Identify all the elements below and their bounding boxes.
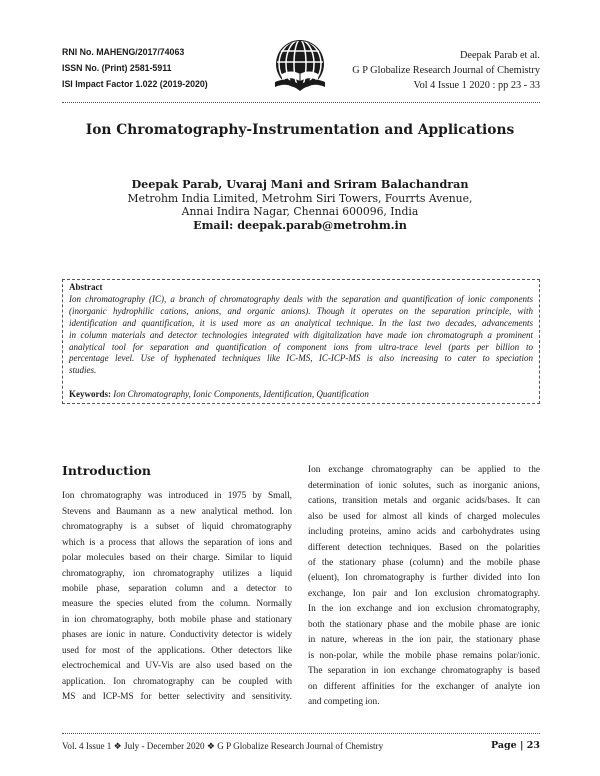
body-text-line-text: polar molecules based on their charge. Similar to liquid: [62, 553, 292, 564]
body-text-line-text: is non-polar, while the mobile phase remains polar/ionic.: [308, 650, 540, 661]
body-text-line-text: both the stationary phase and the mobile phase are ionic: [308, 619, 540, 630]
abstract-line-text: analytical tool for separation and quantification of component ions from ultra-trace level (parts per billion to: [69, 341, 533, 352]
right-column: [308, 463, 540, 710]
volume-issue-pages: Vol 4 Issue 1 2020 : pp 23 - 33: [413, 79, 540, 91]
keywords: [69, 389, 533, 401]
body-text-line-text: In the ion exchange and ion exclusion chromatography,: [308, 604, 540, 615]
body-text-line: [308, 633, 540, 648]
body-text-line: [308, 571, 540, 586]
paper-title: Ion Chromatography-Instrumentation and Applications: [85, 122, 515, 138]
abstract-heading: Abstract: [69, 282, 103, 292]
body-text-line: [62, 536, 292, 551]
body-text-line-text: chromatography is a subset of liquid chromatography: [62, 522, 292, 533]
body-text-line-text: used for most of the applications. Other detectors like: [62, 645, 292, 656]
body-text-line-text: Ion chromatography was introduced in 1975 by Small,: [62, 491, 292, 502]
body-text-line: [62, 567, 292, 582]
abstract-line-text: identification and quantification, it is used more as an analytical technique. In the last two decades, advancements: [69, 317, 533, 328]
section-heading-introduction: Introduction: [62, 463, 152, 478]
author-block: [0, 178, 600, 233]
body-text-line-text: including proteins, amino acids and carbohydrates using: [308, 527, 540, 538]
body-text-line: [62, 613, 292, 628]
header-left: [62, 44, 208, 92]
body-text-line: [308, 510, 540, 525]
body-text-line-text: on different affinities for the exchanger of analyte ion: [308, 681, 540, 692]
journal-logo-icon: [270, 38, 330, 96]
body-text-line-text: Stevens and Baumann as a new analytical method. Ion: [62, 506, 292, 517]
body-text-line: [308, 541, 540, 556]
body-text-line: [62, 520, 292, 535]
left-column: [62, 489, 292, 705]
abstract-line: [69, 306, 533, 318]
footer-divider: [62, 733, 540, 734]
body-text-line-text: phases are ionic in nature. Conductivity detector is widely: [62, 630, 292, 641]
body-text-line-text: and competing ion.: [308, 697, 380, 708]
affiliation-line: Annai Indira Nagar, Chennai 600096, India: [181, 205, 419, 219]
body-text-line: [62, 489, 292, 504]
body-text-line: [62, 582, 292, 597]
body-text-line-text: exchange, Ion pair and Ion exclusion chromatography.: [308, 588, 540, 599]
body-text-line: [62, 659, 292, 674]
body-text-line: [62, 690, 292, 705]
body-text-line: [308, 587, 540, 602]
body-text-line: [62, 551, 292, 566]
body-text-line: [308, 618, 540, 633]
keywords-list: Ion Chromatography, Ionic Components, Identification, Quantification: [113, 388, 369, 399]
header-right: [352, 48, 540, 93]
body-text-line: [308, 556, 540, 571]
body-text-line-text: determination of ionic solutes, such as inorganic anions,: [308, 480, 540, 491]
abstract-body: [69, 294, 533, 377]
body-text-line-text: mobile phase, separation column and a detector to: [62, 584, 292, 595]
abstract-line: [69, 330, 533, 342]
body-text-line: [308, 525, 540, 540]
keywords-label: Keywords:: [69, 388, 111, 399]
author-email: Email: deepak.parab@metrohm.in: [193, 218, 407, 233]
body-text-line: [308, 479, 540, 494]
running-author: Deepak Parab et al.: [459, 49, 540, 61]
body-text-line: [308, 664, 540, 679]
body-text-line-text: in ion chromatography, both mobile phase and stationary: [62, 614, 292, 625]
body-text-line: [308, 695, 540, 710]
author-names: Deepak Parab, Uvaraj Mani and Sriram Balachandran: [131, 177, 469, 191]
abstract-line-text: Ion chromatography (IC), a branch of chromatography deals with the separation and quantification of ionic components: [69, 293, 533, 304]
abstract-box: [62, 279, 540, 404]
abstract-line: [69, 342, 533, 354]
body-text-line-text: MS and ICP-MS for better selectivity and sensitivity.: [62, 692, 292, 703]
body-text-line: [62, 675, 292, 690]
impact-factor: ISI Impact Factor 1.022 (2019-2020): [62, 79, 208, 89]
body-text-line: [62, 644, 292, 659]
body-text-line: [62, 628, 292, 643]
affiliation-line: Metrohm India Limited, Metrohm Siri Towers, Fourrts Avenue,: [127, 191, 473, 205]
header-divider: [62, 102, 540, 103]
body-text-line-text: of the stationary phase (column) and the mobile phase: [308, 558, 540, 569]
rni-number: RNI No. MAHENG/2017/74063: [62, 47, 185, 57]
issn-number: ISSN No. (Print) 2581-5911: [62, 63, 172, 73]
body-text-line: [62, 597, 292, 612]
body-text-line-text: application. Ion chromatography can be coupled with: [62, 676, 292, 687]
body-text-line-text: chromatography, ion chromatography utilizes a liquid: [62, 568, 292, 579]
body-text-line-text: different detection techniques. Based on the polarities: [308, 542, 540, 553]
body-text-line-text: Ion exchange chromatography can be applied to the: [308, 465, 540, 476]
body-text-line: [308, 602, 540, 617]
abstract-line-text: in column materials and detector technologies integrated with digitalization have made ion chromatograph a prominent: [69, 329, 533, 340]
page-number: Page | 23: [490, 740, 540, 751]
body-text-line: [308, 463, 540, 478]
body-text-line-text: electrochemical and UV-Vis are also used based on the: [62, 661, 292, 672]
abstract-line-text: studies.: [69, 365, 97, 376]
footer-journal-info: Vol. 4 Issue 1 ❖ July - December 2020 ❖ G P Globalize Research Journal of Chemistry: [62, 741, 384, 751]
body-text-line-text: also be used for almost all kinds of charged molecules: [308, 511, 540, 522]
journal-name: G P Globalize Research Journal of Chemistry: [352, 64, 540, 76]
body-text-line: [308, 649, 540, 664]
body-text-line: [308, 680, 540, 695]
body-text-line-text: The separation in ion exchange chromatography is based: [308, 666, 540, 677]
abstract-line: [69, 353, 533, 365]
body-text-line-text: in nature, whereas in the ion pair, the stationary phase: [308, 635, 540, 646]
abstract-line: [69, 318, 533, 330]
abstract-line: [69, 294, 533, 306]
body-text-line-text: which is a process that allows the separation of ions and: [62, 537, 292, 548]
body-text-line: [62, 505, 292, 520]
body-text-line-text: measure the species eluted from the column. Normally: [62, 599, 292, 610]
body-text-line-text: cations, transition metals and organic acids/bases. It can: [308, 496, 540, 507]
abstract-line: [69, 365, 533, 377]
body-text-line: [308, 494, 540, 509]
abstract-line-text: (inorganic hydrophilic cations, anions, and organic anions). Though it operates on the separation principle, with: [69, 305, 533, 316]
abstract-line-text: percentage level. Use of hyphenated techniques like IC-MS, IC-ICP-MS is also increasing to cater to speciation: [69, 353, 533, 364]
body-text-line-text: (eluent), Ion chromatography is further divided into Ion: [308, 573, 540, 584]
